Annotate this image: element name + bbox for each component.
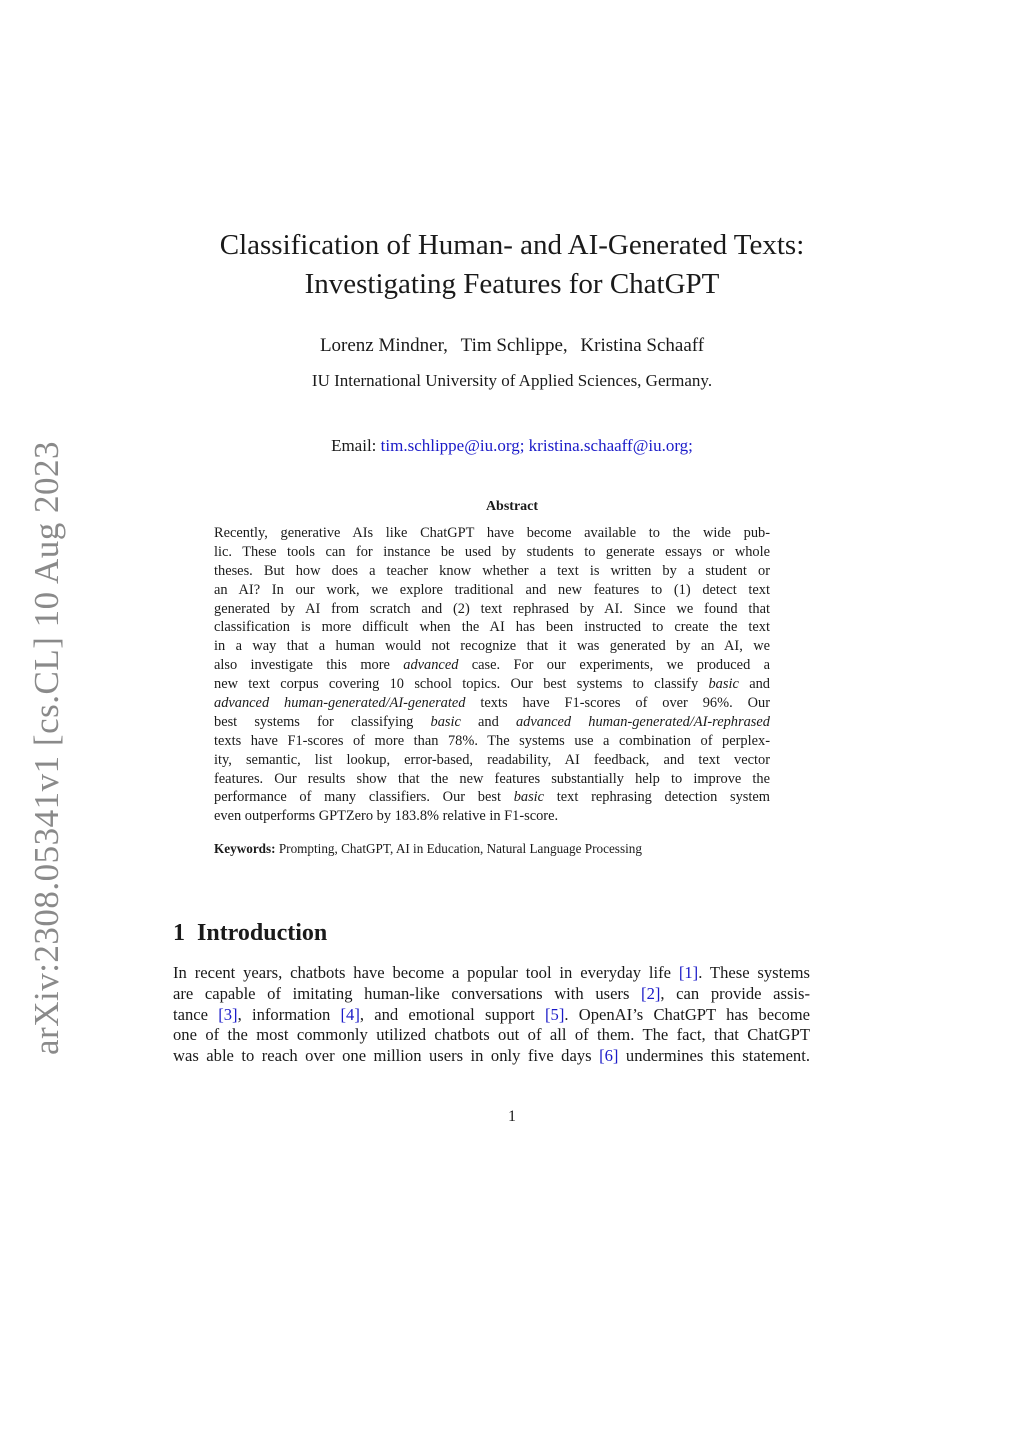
title-line-2: Investigating Features for ChatGPT xyxy=(304,268,720,300)
paper-title xyxy=(0,226,1024,304)
abstract-line: generated by AI from scratch and (2) text rephrased by AI. Since we found that xyxy=(214,600,770,617)
abstract-line xyxy=(214,713,770,732)
abstract-emphasis: basic xyxy=(708,676,739,693)
arxiv-identifier-stamp: arXiv:2308.05341v1 [cs.CL] 10 Aug 2023 xyxy=(27,441,66,1055)
citation-link[interactable]: [3] xyxy=(218,1004,238,1024)
intro-text: undermines this statement. xyxy=(618,1046,810,1066)
abstract-emphasis: advanced human-generated/AI-generated xyxy=(214,695,466,712)
intro-line: one of the most commonly utilized chatbots out of all of them. The fact, that ChatGPT xyxy=(173,1025,810,1045)
intro-text: , can provide assis- xyxy=(660,983,811,1003)
email-link[interactable]: tim.schlippe@iu.org; kristina.schaaff@iu.org; xyxy=(380,436,693,455)
intro-line xyxy=(173,963,810,984)
intro-text: . These systems xyxy=(698,963,810,982)
abstract-text: and xyxy=(460,713,516,730)
abstract-line: in a way that a human would not recognize that it was generated by an AI, we xyxy=(214,638,770,655)
title-line-1: Classification of Human- and AI-Generated Texts: xyxy=(219,229,805,261)
email-label: Email: xyxy=(331,436,377,455)
intro-text: , information xyxy=(237,1004,341,1024)
keywords-label: Keywords: xyxy=(214,841,276,856)
intro-line xyxy=(173,1005,810,1026)
email-line xyxy=(0,436,1024,456)
abstract-text: case. For our experiments, we produced a xyxy=(458,657,770,674)
abstract-text: best systems for classifying xyxy=(214,713,431,730)
abstract-text: new text corpus covering 10 school topics. Our best systems to classify xyxy=(214,676,709,693)
citation-link[interactable]: [2] xyxy=(641,983,661,1003)
author-1: Lorenz Mindner, xyxy=(319,335,448,356)
abstract-emphasis: advanced human-generated/AI-rephrased xyxy=(515,713,770,730)
author-list xyxy=(0,335,1024,357)
introduction-paragraph xyxy=(173,963,810,1067)
abstract-line: features. Our results show that the new features substantially help to improve the xyxy=(214,770,770,787)
intro-text: are capable of imitating human-like conversations with users xyxy=(173,983,642,1003)
section-title: Introduction xyxy=(197,920,328,946)
affiliation: IU International University of Applied Sciences, Germany. xyxy=(311,371,713,390)
intro-text: . OpenAI’s ChatGPT has become xyxy=(564,1004,811,1024)
abstract-line: classification is more difficult when the AI has been instructed to create the text xyxy=(214,619,770,636)
citation-link[interactable]: [5] xyxy=(545,1004,565,1024)
abstract-body xyxy=(214,524,770,826)
citation-link[interactable]: [4] xyxy=(340,1004,360,1024)
abstract-line: ity, semantic, list lookup, error-based, readability, AI feedback, and text vector xyxy=(214,751,770,768)
abstract-line xyxy=(214,656,770,675)
page-number: 1 xyxy=(508,1108,516,1125)
abstract-emphasis: advanced xyxy=(403,657,459,674)
abstract-emphasis: basic xyxy=(430,713,461,730)
abstract-emphasis: basic xyxy=(513,789,545,806)
abstract-text: text rephrasing detection system xyxy=(544,789,770,806)
abstract-line: texts have F1-scores of more than 78%. The systems use a combination of perplex- xyxy=(214,732,770,749)
intro-text: was able to reach over one million users in only five days xyxy=(173,1046,600,1066)
intro-text: In recent years, chatbots have become a popular tool in everyday life xyxy=(173,963,679,982)
abstract-line: theses. But how does a teacher know whether a text is written by a student or xyxy=(214,562,770,579)
intro-line xyxy=(173,1046,810,1067)
abstract-line xyxy=(214,694,770,713)
keywords-text: Prompting, ChatGPT, AI in Education, Natural Language Processing xyxy=(275,841,642,856)
abstract-line: an AI? In our work, we explore traditional and new features to (1) detect text xyxy=(214,581,770,598)
abstract-text: and xyxy=(738,676,770,693)
section-heading-introduction xyxy=(173,920,327,947)
intro-text: tance xyxy=(173,1004,219,1024)
author-3: Kristina Schaaff xyxy=(580,335,705,356)
intro-line xyxy=(173,984,810,1005)
citation-link[interactable]: [6] xyxy=(599,1046,619,1066)
abstract-heading: Abstract xyxy=(485,499,539,514)
author-2: Tim Schlippe, xyxy=(460,335,568,356)
citation-link[interactable]: [1] xyxy=(678,963,699,982)
abstract-text: texts have F1-scores of over 96%. Our xyxy=(465,695,770,712)
abstract-line: Recently, generative AIs like ChatGPT have become available to the wide pub- xyxy=(214,525,770,541)
abstract-line: lic. These tools can for instance be used by students to generate essays or whole xyxy=(214,543,770,560)
abstract-text: performance of many classifiers. Our best xyxy=(214,789,514,806)
keywords-line xyxy=(214,841,642,857)
section-number: 1 xyxy=(173,920,185,946)
abstract-line: even outperforms GPTZero by 183.8% relative in F1-score. xyxy=(214,808,559,825)
intro-text: , and emotional support xyxy=(359,1004,546,1024)
abstract-line xyxy=(214,675,770,694)
abstract-text: also investigate this more xyxy=(214,657,404,674)
abstract-line xyxy=(214,788,770,807)
